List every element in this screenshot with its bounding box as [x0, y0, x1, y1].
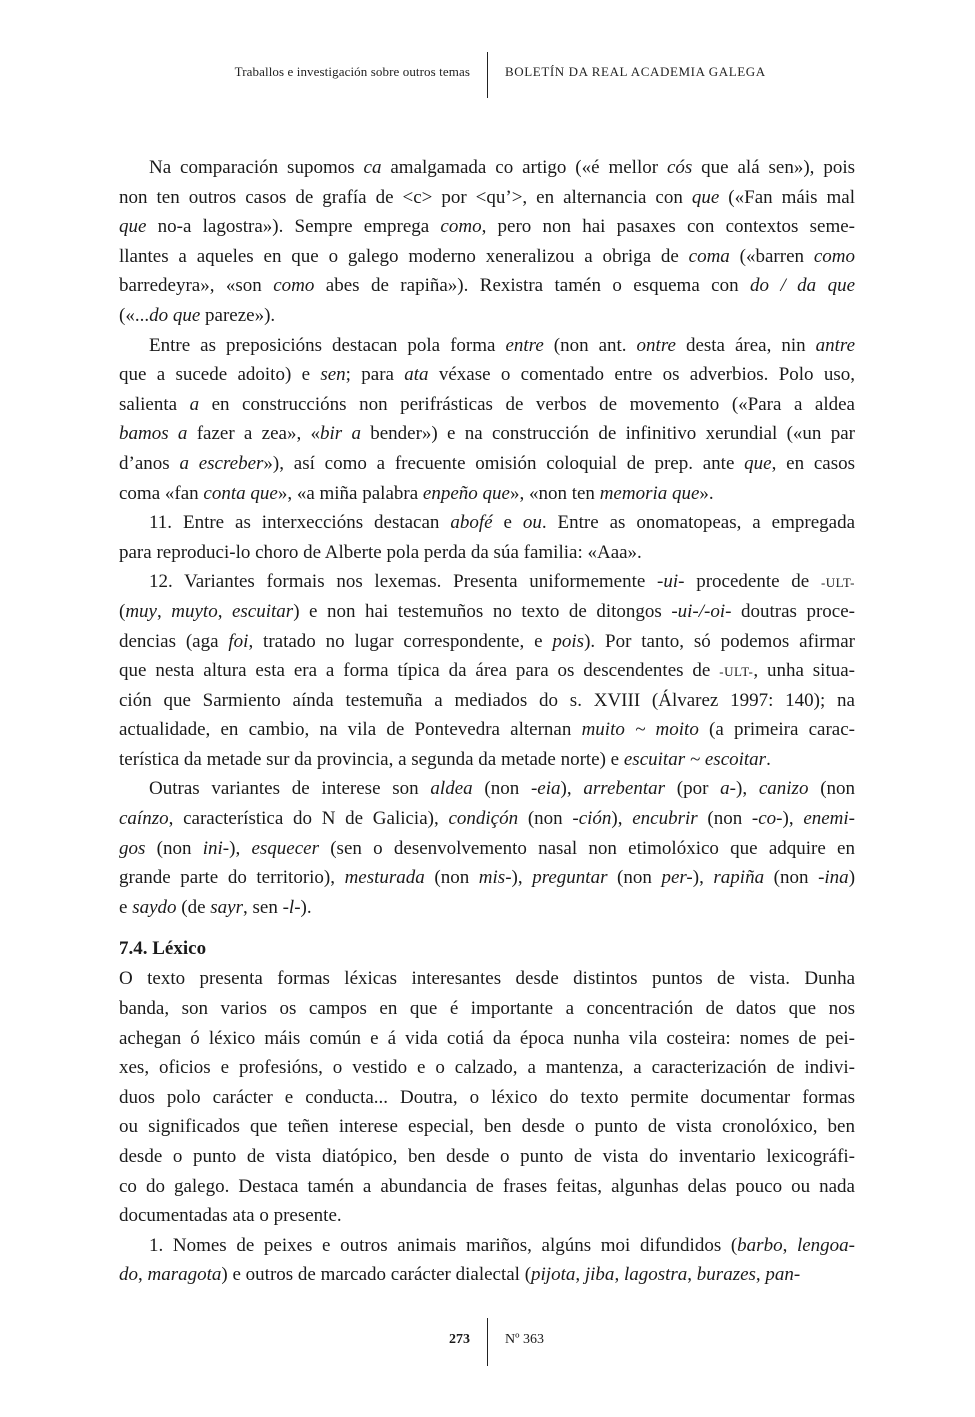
footer-divider	[487, 1318, 488, 1366]
paragraph	[119, 567, 855, 774]
paragraph	[119, 508, 855, 567]
text-line: Na comparación supomos ca amalgamada co artigo («é mellor cós que alá sen»), pois	[149, 157, 855, 178]
text-line: salienta a en construccións non perifrásticas de verbos de movemento («Para a aldea	[119, 393, 855, 415]
text-line: para reproduci-lo choro de Alberte pola perda da súa familia: «Aaa».	[119, 541, 642, 563]
text-line: 11. Entre as interxeccións destacan abofé e ou. Entre as onomatopeas, a empregada	[149, 512, 856, 534]
text-line: O texto presenta formas léxicas interesantes desde distintos puntos de vista. Dunha	[119, 968, 855, 990]
text-line: d’anos a escreber»), así como a frecuente omisión coloquial de prep. ante que, en casos	[119, 452, 855, 474]
text-line: que nesta altura esta era a forma típica da área para os descendentes de -ULT-, unha situa-	[119, 660, 855, 682]
text-line: bamos a fazer a zea», «bir a bender») e na construcción de infinitivo xerundial («un par	[119, 423, 855, 445]
text-line: ción que Sarmiento aínda testemuña a mediados do s. XVIII (Álvarez 1997: 140); na	[119, 689, 855, 711]
text-line: 1. Nomes de peixes e outros animais mariños, algúns moi difundidos (barbo, lengoa-	[149, 1234, 855, 1256]
text-line: que a sucede adoito) e sen; para ata véxase o comentado entre os adverbios. Polo uso,	[119, 364, 856, 386]
text-line: Entre as preposicións destacan pola forma entre (non ant. ontre desta área, nin antre	[149, 334, 856, 356]
running-header	[0, 52, 975, 100]
paragraph	[119, 774, 855, 922]
text-line: do, maragota) e outros de marcado carácter dialectal (pijota, jiba, lagostra, burazes, pan-	[119, 1264, 801, 1286]
text-line: terística da metade sur da provincia, a segunda da metade norte) e escuitar ~ escoitar.	[119, 748, 771, 770]
paragraph	[119, 964, 855, 1230]
header-journal-title: BOLETÍN DA REAL ACADEMIA GALEGA	[505, 64, 766, 79]
text-line: xes, oficios e profesións, o vestido e o calzado, a mantenza, a caracterización de indivi-	[119, 1057, 855, 1079]
text-line: llantes a aqueles en que o galego moderno xeneralizou a obriga de coma («barren como	[119, 245, 855, 267]
paragraph	[119, 1231, 855, 1290]
issue-number: Nº 363	[505, 1332, 544, 1347]
text-line: documentadas ata o presente.	[119, 1205, 342, 1227]
paragraph	[119, 153, 855, 331]
paragraph	[119, 331, 855, 509]
text-line: ou significados que teñen interese especial, ben desde o punto de vista cronolóxico, ben	[119, 1116, 855, 1138]
header-divider	[487, 52, 488, 98]
text-line: caínzo, característica do N de Galicia), condiçón (non -ción), encubrir (non -co-), enemi-	[119, 808, 856, 830]
text-line: duos polo carácter e conducta... Doutra, o léxico do texto permite documentar formas	[119, 1086, 855, 1108]
text-line: Outras variantes de interese son aldea (non -eia), arrebentar (por a-), canizo (non	[149, 778, 856, 800]
text-line: grande parte do territorio), mesturada (non mis-), preguntar (non per-), rapiña (non -ina)	[119, 867, 856, 889]
text-line: non ten outros casos de grafía de <c> por <qu’>, en alternancia con que («Fan máis mal	[119, 186, 856, 208]
text-line: co do galego. Destaca tamén a abundancia de frases feitas, algunhas delas pouco ou nada	[119, 1175, 855, 1197]
text-line: dencias (aga foi, tratado no lugar correspondente, e pois). Por tanto, só podemos afirmar	[119, 630, 855, 652]
page-footer	[0, 1318, 975, 1368]
text-line: barredeyra», «son como abes de rapiña»). Rexistra tamén o esquema con do / da que	[119, 275, 856, 297]
text-line: que no-a lagostra»). Sempre emprega como, pero non hai pasaxes con contextos seme-	[119, 216, 855, 238]
text-line: e saydo (de sayr, sen -l-).	[119, 896, 312, 918]
page-number: 273	[449, 1332, 470, 1347]
text-line: coma «fan conta que», «a miña palabra enpeño que», «non ten memoria que».	[119, 482, 714, 504]
page-body	[119, 153, 855, 1290]
text-line: gos (non ini-), esquecer (sen o desenvolvemento nasal non etimolóxico que adquire en	[119, 837, 855, 859]
text-line: desde o punto de vista diatópico, ben desde o punto de vista do inventario lexicográfi-	[119, 1146, 855, 1167]
text-line: (muy, muyto, escuitar) e non hai testemuños no texto de ditongos -ui-/-oi- doutras proce-	[119, 600, 855, 622]
text-line: achegan ó léxico máis común e á vida cotiá da época nunha vila costeira: nomes de pei-	[119, 1027, 855, 1049]
section-heading: 7.4. Léxico	[119, 938, 207, 960]
text-line: («...do que pareze»).	[119, 304, 276, 326]
header-section-title: Traballos e investigación sobre outros temas	[234, 64, 470, 79]
text-line: actualidade, en cambio, na vila de Pontevedra alternan muito ~ moito (a primeira carac-	[119, 719, 855, 741]
text-line: 12. Variantes formais nos lexemas. Presenta uniformemente -ui- procedente de -ULT-	[149, 571, 855, 593]
text-line: banda, son varios os campos en que é importante a concentración de datos que nos	[119, 998, 855, 1020]
